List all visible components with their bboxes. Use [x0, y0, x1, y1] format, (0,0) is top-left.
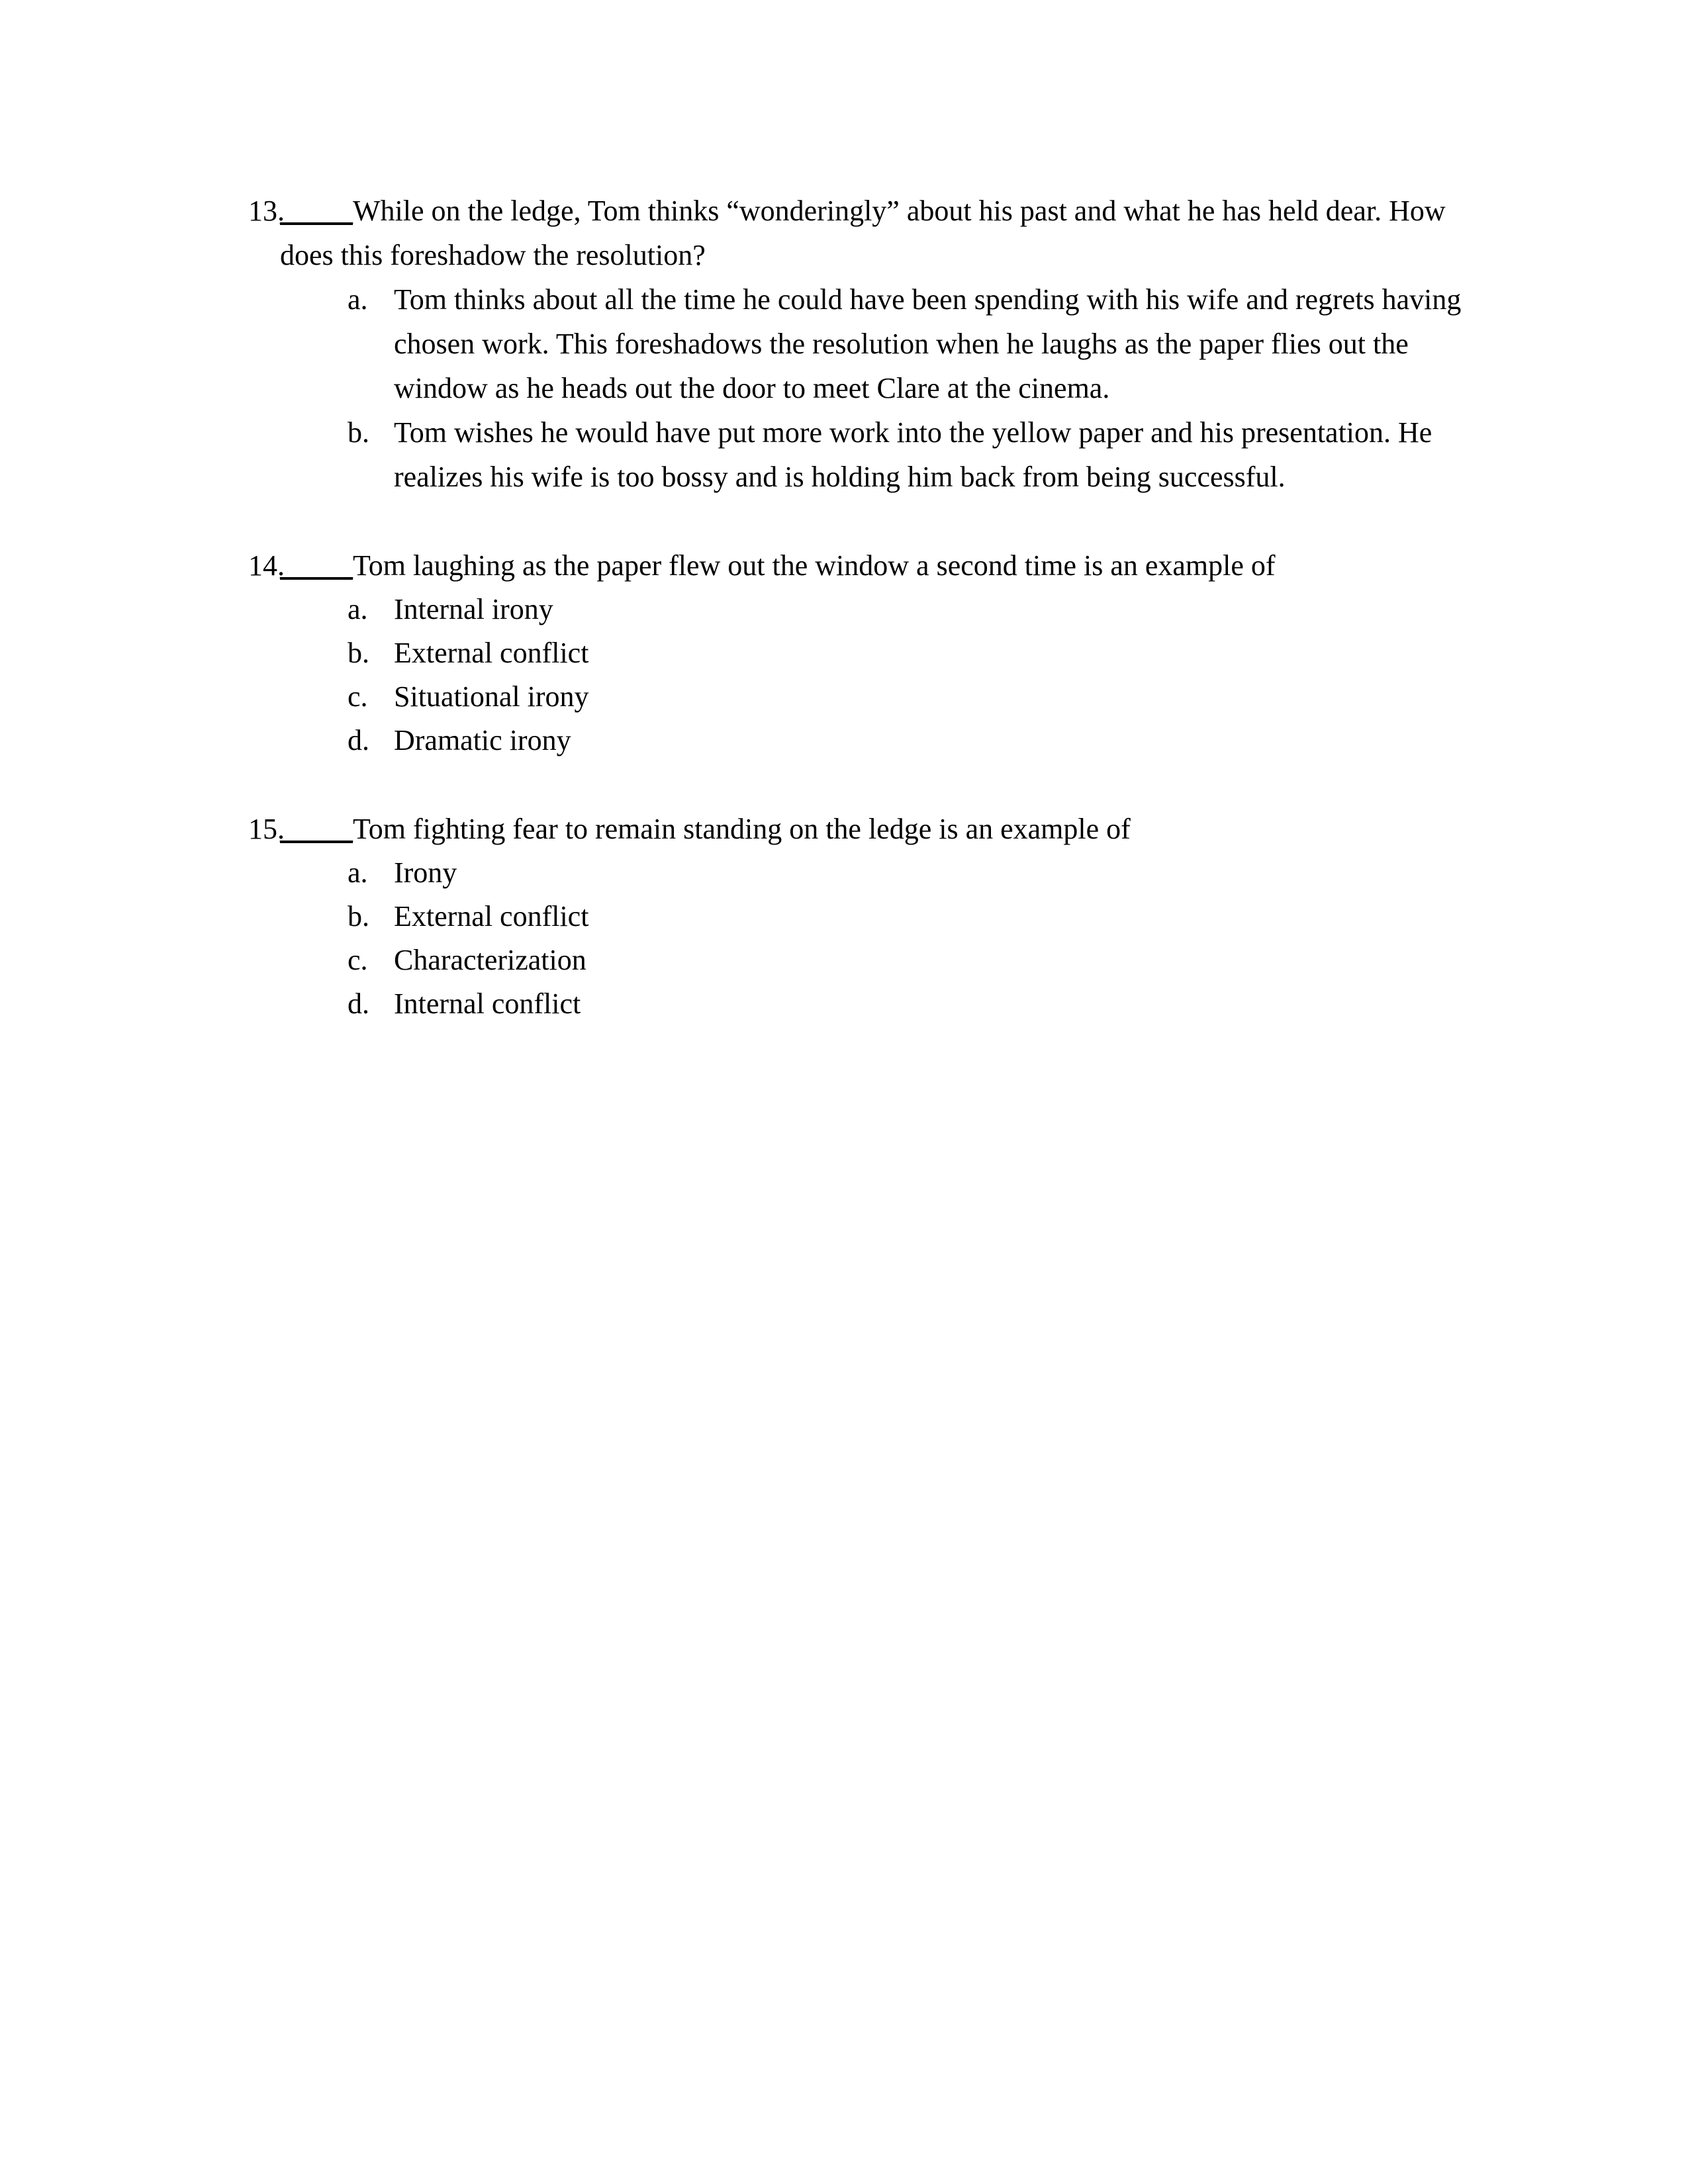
- option-marker-d: d.: [348, 987, 369, 1020]
- option-label-b: External conflict: [394, 900, 589, 933]
- question-15-answer-blank[interactable]: _____: [280, 813, 353, 845]
- question-13-options: [248, 277, 1479, 499]
- option-marker-a: a.: [348, 593, 368, 625]
- question-15-option-d[interactable]: [248, 982, 1479, 1026]
- option-marker-d: d.: [348, 724, 369, 756]
- block-spacer: [248, 762, 1479, 807]
- option-marker-b: b.: [348, 416, 369, 449]
- question-14-prompt-line: [248, 543, 1479, 588]
- question-13-prompt-line: [248, 189, 1479, 277]
- block-spacer: [248, 499, 1479, 543]
- question-15-prompt-text: Tom fighting fear to remain standing on the ledge is an example of: [353, 813, 1131, 845]
- question-13-answer-blank[interactable]: _____: [280, 195, 353, 227]
- question-15-option-c[interactable]: [248, 938, 1479, 982]
- option-marker-c: c.: [348, 680, 368, 713]
- question-14-option-a[interactable]: [248, 588, 1479, 631]
- question-15-option-a[interactable]: [248, 851, 1479, 895]
- question-13-option-b[interactable]: [248, 410, 1479, 499]
- option-label-d: Internal conflict: [394, 987, 581, 1020]
- option-marker-b: b.: [348, 637, 369, 669]
- question-13-prompt-text: While on the ledge, Tom thinks “wonderingly” about his past and what he has held dear. How does this foreshadow the resolution?: [280, 195, 1446, 271]
- question-block-14: [248, 543, 1479, 762]
- option-label-a: Tom thinks about all the time he could have been spending with his wife and regrets having chosen work. This foreshadows the resolution when he laughs as the paper flies out the window as he heads out the door to meet Clare at the cinema.: [394, 283, 1462, 404]
- question-list: [248, 189, 1479, 1026]
- option-marker-a: a.: [348, 856, 368, 889]
- question-15-number: 15.: [248, 813, 285, 845]
- option-label-a: Irony: [394, 856, 457, 889]
- option-label-c: Characterization: [394, 944, 586, 976]
- question-14-number: 14.: [248, 549, 285, 582]
- question-14-option-c[interactable]: [248, 675, 1479, 719]
- option-label-d: Dramatic irony: [394, 724, 571, 756]
- question-15-option-b[interactable]: [248, 895, 1479, 938]
- question-13-option-a[interactable]: [248, 277, 1479, 410]
- question-14-options: [248, 588, 1479, 762]
- option-label-c: Situational irony: [394, 680, 589, 713]
- option-label-a: Internal irony: [394, 593, 553, 625]
- option-marker-c: c.: [348, 944, 368, 976]
- option-label-b: External conflict: [394, 637, 589, 669]
- question-14-option-b[interactable]: [248, 631, 1479, 675]
- question-14-answer-blank[interactable]: _____: [280, 549, 353, 582]
- question-15-options: [248, 851, 1479, 1026]
- question-13-number: 13.: [248, 195, 285, 227]
- question-block-15: [248, 807, 1479, 1026]
- question-15-prompt-line: [248, 807, 1479, 851]
- option-marker-b: b.: [348, 900, 369, 933]
- option-label-b: Tom wishes he would have put more work into the yellow paper and his presentation. He realizes his wife is too bossy and is holding him back from being successful.: [394, 416, 1432, 493]
- question-block-13: [248, 189, 1479, 499]
- question-14-option-d[interactable]: [248, 719, 1479, 762]
- question-14-prompt-text: Tom laughing as the paper flew out the window a second time is an example of: [353, 549, 1276, 582]
- option-marker-a: a.: [348, 283, 368, 316]
